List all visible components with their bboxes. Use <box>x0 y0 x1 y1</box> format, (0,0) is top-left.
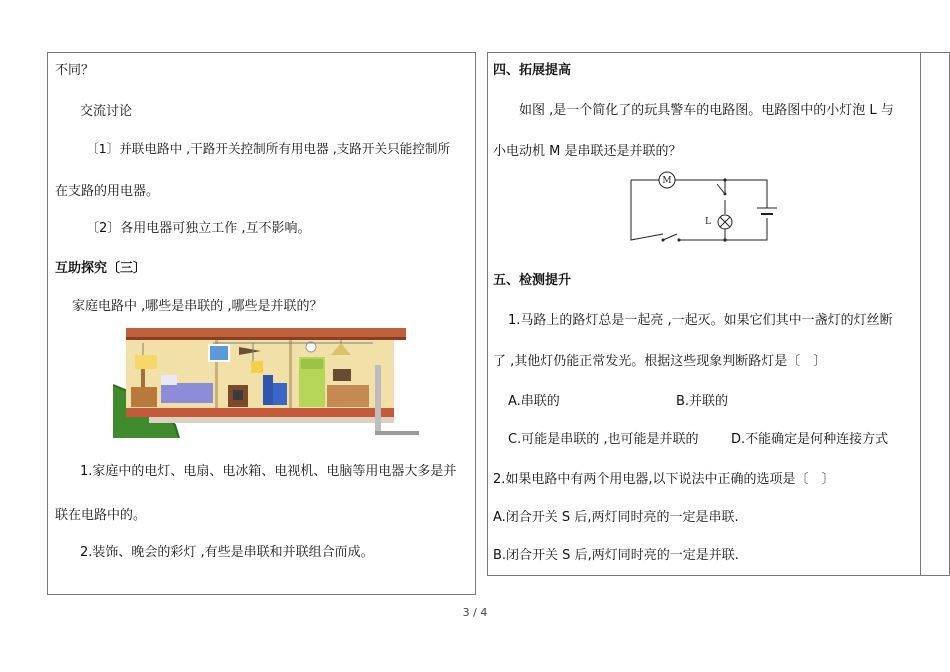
question-1-option-b: B.并联的 <box>676 394 729 409</box>
page-number: 3 / 4 <box>462 606 488 619</box>
discussion-item-1: 〔1〕并联电路中 ,干路开关控制所有用电器 ,支路开关只能控制所 <box>86 141 451 156</box>
point-2: 2.装饰、晚会的彩灯 ,有些是串联和并联组合而成。 <box>80 545 374 560</box>
motor-label: M <box>662 176 672 186</box>
discussion-item-2: 〔2〕各用电器可独立工作 ,互不影响。 <box>86 221 311 236</box>
question-1-cont: 了 ,其他灯仍能正常发光。根据这些现象判断路灯是〔 〕 <box>493 354 827 369</box>
extend-text-cont: 小电动机 M 是串联还是并联的？ <box>493 144 682 159</box>
lamp-label: L <box>705 217 711 227</box>
extend-text: 如图 ,是一个简化了的玩具警车的电路图。电路图中的小灯泡 L 与 <box>519 103 894 118</box>
right-margin-column <box>921 52 950 576</box>
continued-text: 不同？ <box>55 63 95 78</box>
question-1-option-c: C.可能是串联的 ,也可能是并联的 <box>508 432 699 447</box>
point-1: 1.家庭中的电灯、电扇、电冰箱、电视机、电脑等用电器大多是并 <box>80 464 457 479</box>
explore-heading: 互助探究〔三〕 <box>55 261 147 276</box>
question-1-option-a: A.串联的 <box>508 394 560 409</box>
point-1-cont: 联在电路中的。 <box>55 508 147 523</box>
question-1-option-d: D.不能确定是何种连接方式 <box>731 432 889 447</box>
question-2: 2.如果电路中有两个用电器,以下说法中正确的选项是〔 〕 <box>493 472 835 487</box>
discussion-heading: 交流讨论 <box>80 104 133 119</box>
extend-heading: 四、拓展提高 <box>493 63 572 78</box>
circuit-diagram <box>625 170 785 246</box>
discussion-item-1-cont: 在支路的用电器。 <box>55 184 160 199</box>
house-circuit-illustration <box>113 325 419 438</box>
explore-question: 家庭电路中 ,哪些是串联的 ,哪些是并联的？ <box>72 299 323 314</box>
test-heading: 五、检测提升 <box>493 273 572 288</box>
question-1: 1.马路上的路灯总是一起亮 ,一起灭。如果它们其中一盏灯的灯丝断 <box>508 313 893 328</box>
question-2-option-a: A.闭合开关 S 后,两灯同时亮的一定是串联. <box>493 510 739 525</box>
question-2-option-b: B.闭合开关 S 后,两灯同时亮的一定是并联. <box>493 548 739 563</box>
